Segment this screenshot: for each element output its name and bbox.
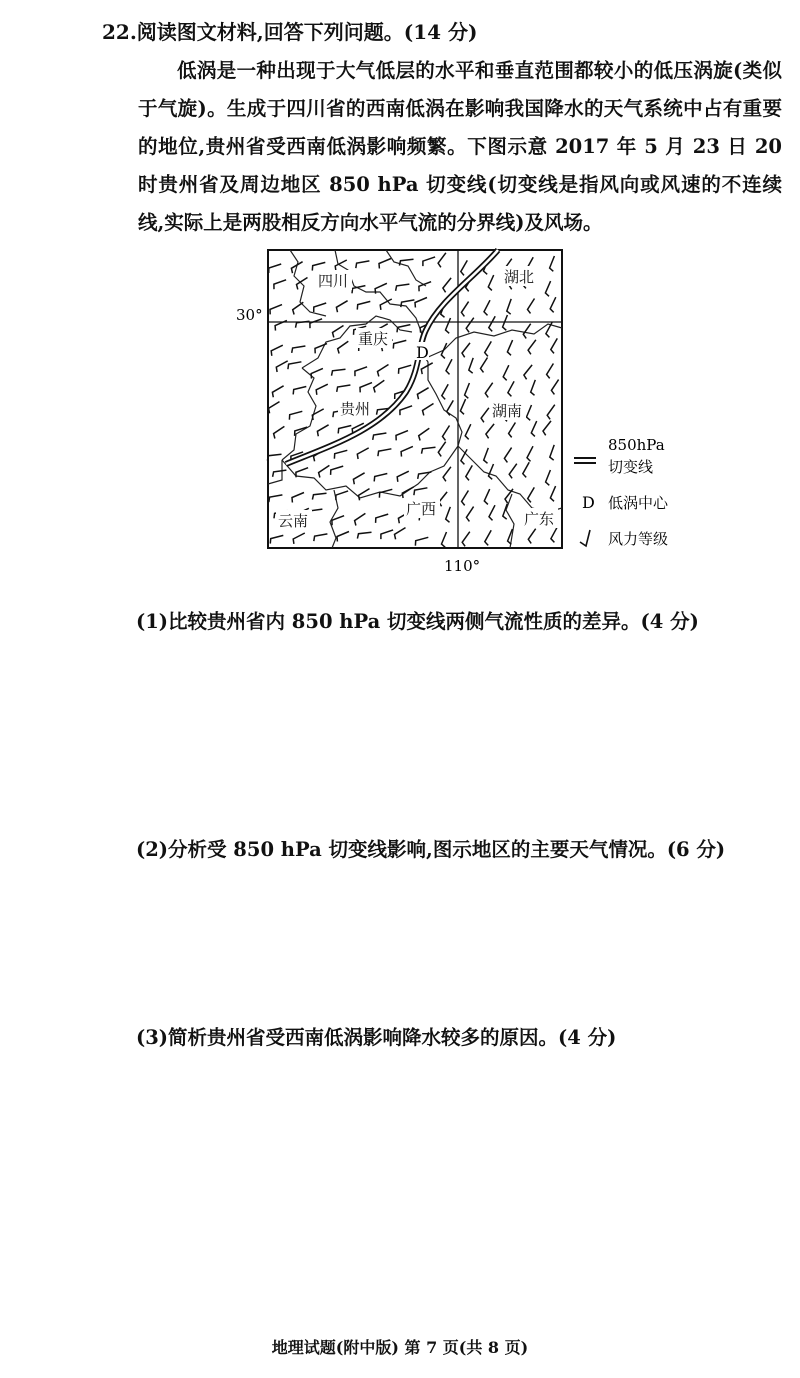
label-guizhou: 贵州	[340, 400, 371, 418]
latitude-label: 30°	[236, 306, 263, 324]
sub-question-2: (2)分析受 850 hPa 切变线影响,图示地区的主要天气情况。(6 分)	[136, 838, 726, 861]
label-chongqing: 重庆	[358, 330, 389, 348]
legend-low-center-label: 低涡中心	[608, 494, 669, 512]
label-hubei: 湖北	[504, 268, 535, 286]
legend-shear-line-label: 切变线	[608, 458, 654, 476]
material-paragraph: 低涡是一种出现于大气低层的水平和垂直范围都较小的低压涡旋(类似于气旋)。生成于四川省的西南低涡在影响我国降水的天气系统中占有重要的地位,贵州省受西南低涡影响频繁。下图示意 2017 年 5 月 23 日 20 时贵州省及周边地区 850 hPa 切变线(切变线是指风向或风速的不连续线,实际上是两股相反方向水平气流的分界线)及风场。	[138, 59, 782, 234]
question-title: 22.阅读图文材料,回答下列问题。(14 分)	[102, 20, 478, 44]
sub-question-1: (1)比较贵州省内 850 hPa 切变线两侧气流性质的差异。(4 分)	[136, 610, 699, 633]
map-legend	[574, 436, 669, 548]
legend-wind-label: 风力等级	[608, 530, 669, 548]
longitude-label: 110°	[444, 557, 481, 575]
sub-question-3: (3)简析贵州省受西南低涡影响降水较多的原因。(4 分)	[136, 1026, 617, 1049]
weather-map-figure	[230, 246, 710, 586]
page-footer: 地理试题(附中版) 第 7 页(共 8 页)	[271, 1338, 529, 1357]
low-center-marker: D	[416, 343, 429, 362]
legend-wind-barb-symbol	[580, 530, 590, 546]
label-hunan: 湖南	[492, 402, 523, 420]
legend-low-center-symbol: D	[582, 493, 595, 512]
label-guangdong: 广东	[524, 510, 555, 528]
label-guangxi: 广西	[406, 500, 437, 518]
label-yunnan: 云南	[278, 512, 309, 530]
legend-shear-line-title: 850hPa	[608, 436, 665, 454]
label-sichuan: 四川	[318, 272, 349, 290]
map-svg	[230, 246, 710, 586]
